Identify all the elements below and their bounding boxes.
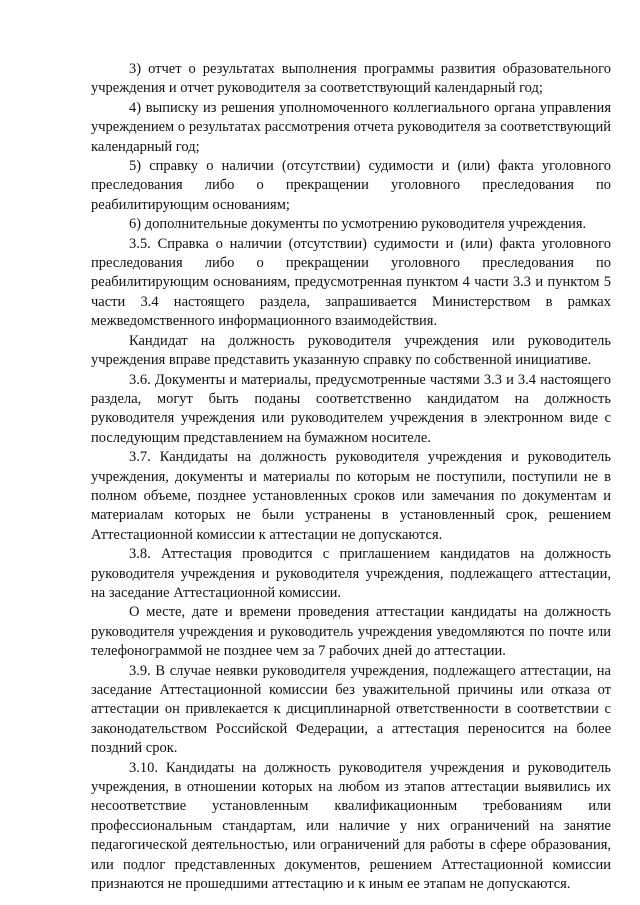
- paragraph-3-9: 3.9. В случае неявки руководителя учреждения, подлежащего аттестации, на заседание Аттестационной комиссии без уважительной причины или отказа от аттестации он привлекается к дисциплинарной ответственности в соответствии с законодательством Российской Федерации, а аттестация переносится на более поздний срок.: [91, 662, 611, 757]
- paragraph-item-4: 4) выписку из решения уполномоченного коллегиального органа управления учреждением о результатах рассмотрения отчета руководителя за соответствующий календарный год;: [91, 99, 611, 155]
- paragraph-3-7: 3.7. Кандидаты на должность руководителя учреждения и руководитель учреждения, документы и материалы по которым не поступили, поступили не в полном объеме, позднее установленных сроков или замечания по документам и материалам которых не были устранены в установленный срок, решением Аттестационной комиссии к аттестации не допускаются.: [91, 449, 611, 543]
- paragraph-item-5: 5) справку о наличии (отсутствии) судимости и (или) факта уголовного преследования либо о прекращении уголовного преследования по реабилитирующим основаниям;: [91, 158, 611, 213]
- paragraph-3-5: 3.5. Справка о наличии (отсутствии) судимости и (или) факта уголовного преследования либо о прекращении уголовного преследования по реабилитирующим основаниям, предусмотренная пунктом 4 части 3.3 и пунктом 5 части 3.4 настоящего раздела, запрашивается Министерством в рамках межведомственного информационного взаимодействия.: [91, 235, 611, 330]
- paragraph-3-10: 3.10. Кандидаты на должность руководителя учреждения и руководитель учреждения, в отношении которых на любом из этапов аттестации выявились их несоответствие установленным квалификационным требованиям или профессиональным стандартам, или наличие у них ограничений на занятие педагогической деятельностью, или ограничений для работы в сфере образования, или подлог представленных документов, решением Аттестационной комиссии признаются не прошедшими аттестацию и к иным ее этапам не допускаются.: [91, 759, 611, 893]
- paragraph-3-8: 3.8. Аттестация проводится с приглашением кандидатов на должность руководителя учреждения и руководителя учреждения, подлежащего аттестации, на заседание Аттестационной комиссии.: [91, 546, 611, 601]
- paragraph-item-3: 3) отчет о результатах выполнения программы развития образовательного учреждения и отчет руководителя за соответствующий календарный год;: [91, 61, 611, 97]
- paragraph-3-6: 3.6. Документы и материалы, предусмотренные частями 3.3 и 3.4 настоящего раздела, могут быть поданы соответственно кандидатом на должность руководителя учреждения или руководителем учреждения в электронном виде с последующим представлением на бумажном носителе.: [91, 371, 611, 446]
- paragraph-item-6: 6) дополнительные документы по усмотрению руководителя учреждения.: [129, 216, 587, 233]
- paragraph-3-5-candidate: Кандидат на должность руководителя учреждения или руководитель учреждения вправе представить указанную справку по собственной инициативе.: [91, 332, 611, 369]
- document-page: [91, 60, 611, 894]
- paragraph-3-8-notice: О месте, дате и времени проведения аттестации кандидаты на должность руководителя учреждения и руководитель учреждения уведомляются по почте или телефонограммой не позднее чем за 7 рабочих дней до аттестации.: [91, 604, 611, 660]
